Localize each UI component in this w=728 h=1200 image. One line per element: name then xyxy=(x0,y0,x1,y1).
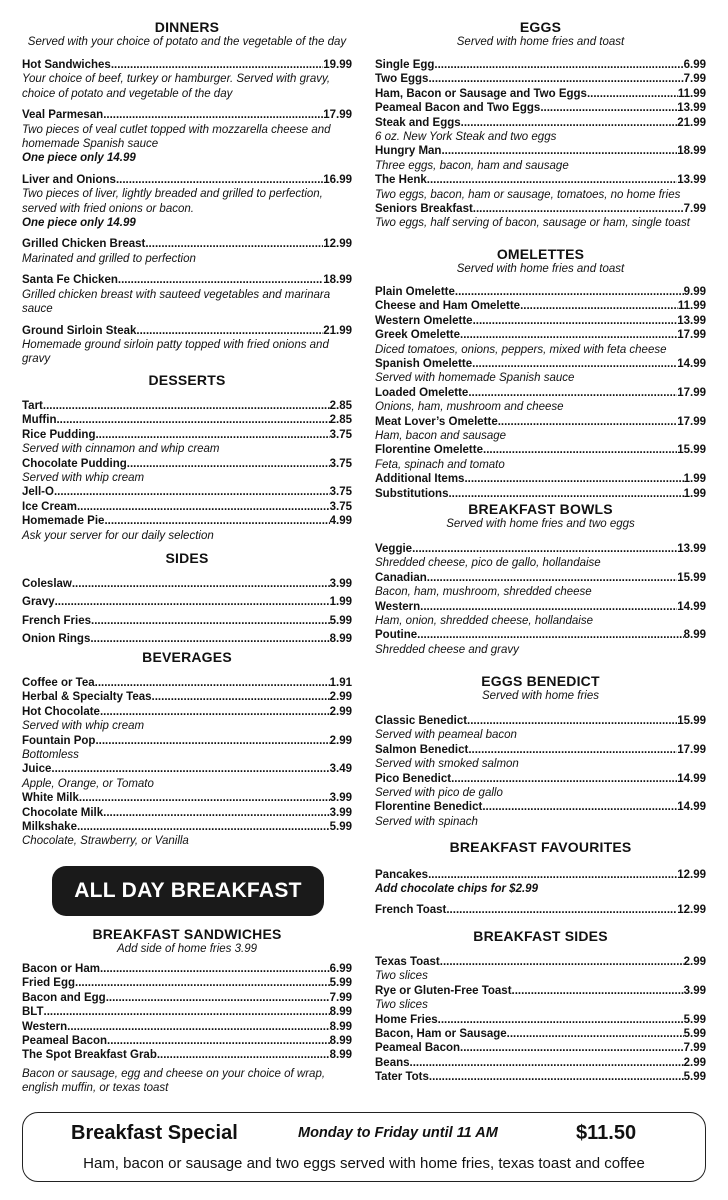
item-price: 9.99 xyxy=(683,286,706,298)
menu-item xyxy=(375,542,706,556)
sides-section xyxy=(22,550,352,647)
item-name: Milkshake xyxy=(22,821,77,834)
menu-item xyxy=(375,955,706,969)
section-footnote: Bacon or sausage, egg and cheese on your choice of wrap, english muffin, or texas toast xyxy=(22,1067,326,1095)
item-price: 3.75 xyxy=(329,500,352,513)
item-name: The Spot Breakfast Grab xyxy=(22,1049,157,1062)
item-description: Onions, ham, mushroom and cheese xyxy=(375,401,564,414)
item-name: Western xyxy=(22,1020,68,1033)
item-price: 7.99 xyxy=(683,73,706,86)
item-description: Served with spinach xyxy=(375,815,478,828)
item-description: Three eggs, bacon, ham and sausage xyxy=(375,159,569,172)
item-description: Feta, spinach and tomato xyxy=(375,458,505,471)
item-description: 6 oz. New York Steak and two eggs xyxy=(375,131,557,144)
item-description: Shredded cheese, pico de gallo, hollandaise xyxy=(375,557,601,570)
item-price: 5.99 xyxy=(329,614,352,627)
item-description: Apple, Orange, or Tomato xyxy=(22,777,154,790)
menu-item xyxy=(375,415,706,429)
menu-item xyxy=(22,58,352,101)
item-note: One piece only 14.99 xyxy=(22,217,136,230)
item-name: Fried Egg xyxy=(22,977,76,990)
section-title: OMELETTES xyxy=(496,246,585,262)
item-price: 17.99 xyxy=(677,329,706,342)
item-price: 8.99 xyxy=(329,1020,352,1033)
menu-item xyxy=(22,991,352,1005)
item-name: Tart xyxy=(22,400,43,412)
menu-item xyxy=(375,772,706,786)
item-name: Two Eggs xyxy=(375,73,429,86)
item-name: Veal Parmesan xyxy=(22,109,104,122)
item-name: Bacon and Egg xyxy=(22,991,106,1004)
menu-item xyxy=(375,1070,706,1084)
menu-item xyxy=(22,500,352,514)
item-name: Additional Items xyxy=(375,473,465,486)
item-name: Peameal Bacon and Two Eggs xyxy=(375,102,541,115)
item-price: 13.99 xyxy=(677,543,706,555)
item-name: Liver and Onions xyxy=(22,173,116,186)
menu-item xyxy=(22,1048,352,1062)
menu-item xyxy=(22,806,352,820)
item-price: 3.99 xyxy=(329,578,352,590)
item-name: Pico Benedict xyxy=(375,772,452,785)
section-title: BREAKFAST SANDWICHES xyxy=(92,926,282,942)
item-description: Diced tomatoes, onions, peppers, mixed with feta cheese xyxy=(375,343,667,356)
item-price: 14.99 xyxy=(677,358,706,371)
item-price: 13.99 xyxy=(677,314,706,327)
item-name: Spanish Omelette xyxy=(375,358,473,371)
eggs-benedict-section xyxy=(375,673,706,829)
item-name: Coleslaw xyxy=(22,578,72,590)
item-name: Canadian xyxy=(375,571,427,584)
item-description: Homemade ground sirloin patty topped with fried onions and gravy xyxy=(22,338,329,366)
item-price: 15.99 xyxy=(677,571,706,584)
item-name: Muffin xyxy=(22,414,57,427)
menu-item xyxy=(375,487,706,501)
menu-item xyxy=(22,1034,352,1048)
item-name: French Toast xyxy=(375,903,447,916)
menu-item xyxy=(22,705,352,719)
menu-item xyxy=(375,299,706,313)
item-name: Coffee or Tea xyxy=(22,677,95,689)
section-title: BREAKFAST SIDES xyxy=(473,928,608,944)
breakfast-special-box xyxy=(22,1112,706,1182)
item-name: Rye or Gluten-Free Toast xyxy=(375,984,512,997)
menu-item xyxy=(22,399,352,413)
item-name: White Milk xyxy=(22,792,79,805)
special-price: $11.50 xyxy=(576,1122,637,1144)
item-name: Onion Rings xyxy=(22,633,91,646)
omelettes-section xyxy=(375,246,706,501)
menu-item xyxy=(375,743,706,757)
section-title: DESSERTS xyxy=(148,372,226,388)
item-price: 17.99 xyxy=(323,109,352,122)
item-price: 21.99 xyxy=(677,116,706,129)
menu-item xyxy=(375,571,706,585)
desserts-section xyxy=(22,372,352,543)
item-price: 8.99 xyxy=(329,633,352,646)
item-name: Bacon, Ham or Sausage xyxy=(375,1028,507,1041)
item-price: 12.99 xyxy=(677,903,706,916)
item-price: 3.99 xyxy=(329,806,352,819)
item-name: Meat Lover’s Omelette xyxy=(375,415,498,428)
menu-item xyxy=(375,443,706,457)
item-name: French Fries xyxy=(22,614,92,627)
item-price: 1.99 xyxy=(683,473,706,486)
section-title: EGGS BENEDICT xyxy=(481,673,600,689)
menu-item xyxy=(375,714,706,728)
menu-item xyxy=(22,324,352,367)
menu-item xyxy=(375,1041,706,1055)
menu-item xyxy=(375,472,706,486)
item-description: Served with homemade Spanish sauce xyxy=(375,372,575,385)
item-price: 3.75 xyxy=(329,457,352,470)
item-name: Poutine xyxy=(375,629,418,642)
menu-item xyxy=(22,734,352,748)
item-description: Two pieces of veal cutlet topped with mozzarella cheese and homemade Spanish sauce xyxy=(22,123,331,151)
menu-item xyxy=(375,600,706,614)
menu-item xyxy=(375,173,706,187)
item-name: Veggie xyxy=(375,543,413,555)
section-title: DINNERS xyxy=(154,19,220,35)
menu-item xyxy=(22,962,352,976)
item-name: The Henk xyxy=(375,174,427,187)
menu-item xyxy=(375,1056,706,1070)
item-price: 21.99 xyxy=(323,324,352,337)
item-description: Served with pico de gallo xyxy=(375,787,503,800)
item-price: 12.99 xyxy=(323,238,352,251)
menu-item xyxy=(375,328,706,342)
item-price: 1.99 xyxy=(329,596,352,609)
item-description: Two slices xyxy=(375,970,428,983)
item-price: 16.99 xyxy=(323,173,352,186)
item-name: Juice xyxy=(22,763,52,776)
item-price: 2.99 xyxy=(683,1056,706,1069)
item-price: 3.75 xyxy=(329,486,352,499)
menu-item xyxy=(22,676,352,690)
item-name: Bacon or Ham xyxy=(22,963,100,975)
item-price: 5.99 xyxy=(683,1028,706,1041)
item-price: 2.99 xyxy=(329,705,352,718)
item-price: 13.99 xyxy=(677,102,706,115)
section-subtitle: Served with home fries and two eggs xyxy=(446,518,635,530)
item-name: Rice Pudding xyxy=(22,428,96,441)
item-name: Fountain Pop xyxy=(22,734,96,747)
section-subtitle: Served with home fries xyxy=(482,690,599,702)
section-title: BREAKFAST BOWLS xyxy=(468,501,613,517)
item-name: Salmon Benedict xyxy=(375,743,469,756)
menu-item xyxy=(375,72,706,86)
breakfast-bowls-section xyxy=(375,501,706,657)
beverages-section xyxy=(22,649,352,849)
item-name: Herbal & Specialty Teas xyxy=(22,691,152,704)
item-description: Bacon, ham, mushroom, shredded cheese xyxy=(375,586,592,599)
menu-item xyxy=(22,108,352,166)
item-description: Shredded cheese and gravy xyxy=(375,643,519,656)
item-price: 19.99 xyxy=(323,59,352,71)
item-name: Loaded Omelette xyxy=(375,386,469,399)
item-name: Cheese and Ham Omelette xyxy=(375,300,521,313)
eggs-section xyxy=(375,19,706,231)
item-price: 17.99 xyxy=(677,415,706,428)
item-description: Served with smoked salmon xyxy=(375,758,519,771)
item-name: Hungry Man xyxy=(375,145,442,158)
item-note: One piece only 14.99 xyxy=(22,152,136,165)
item-name: Single Egg xyxy=(375,59,435,71)
menu-item xyxy=(375,314,706,328)
menu-item xyxy=(22,791,352,805)
item-name: Pancakes xyxy=(375,869,429,881)
item-description: Your choice of beef, turkey or hamburger. Served with gravy, choice of potato and vegetable of the day xyxy=(22,73,331,100)
item-price: 8.99 xyxy=(329,1049,352,1062)
item-name: Chocolate Pudding xyxy=(22,457,127,470)
item-description: Chocolate, Strawberry, or Vanilla xyxy=(22,835,189,848)
dinners-section xyxy=(22,19,352,367)
menu-item xyxy=(375,357,706,371)
item-price: 5.99 xyxy=(683,1071,706,1084)
item-name: Peameal Bacon xyxy=(22,1035,108,1048)
item-price: 17.99 xyxy=(677,386,706,399)
item-price: 14.99 xyxy=(677,801,706,814)
menu-item xyxy=(375,87,706,101)
menu-item xyxy=(375,386,706,400)
item-description: Served with whip cream xyxy=(22,472,145,485)
item-name: Grilled Chicken Breast xyxy=(22,238,146,251)
section-subtitle: Served with your choice of potato and the vegetable of the day xyxy=(27,36,347,48)
breakfast-sides-section xyxy=(375,928,706,1085)
section-subtitle: Served with home fries and toast xyxy=(456,36,625,48)
item-price: 2.99 xyxy=(329,734,352,747)
menu-item xyxy=(375,202,706,216)
item-note: Add chocolate chips for $2.99 xyxy=(375,883,538,896)
item-description: Two eggs, bacon, ham or sausage, tomatoes, no home fries xyxy=(375,188,681,201)
item-name: Florentine Benedict xyxy=(375,801,483,814)
section-title: BREAKFAST FAVOURITES xyxy=(449,839,632,855)
item-price: 7.99 xyxy=(683,1042,706,1055)
menu-item xyxy=(22,485,352,499)
item-price: 18.99 xyxy=(677,145,706,158)
section-subtitle: Add side of home fries 3.99 xyxy=(117,943,257,955)
menu-item xyxy=(22,632,352,646)
item-name: Tater Tots xyxy=(375,1071,429,1084)
item-price: 7.99 xyxy=(329,991,352,1004)
item-description: Marinated and grilled to perfection xyxy=(22,252,196,265)
item-name: Western xyxy=(375,600,421,613)
item-price: 14.99 xyxy=(677,600,706,613)
item-price: 2.99 xyxy=(683,956,706,968)
item-description: Ask your server for our daily selection xyxy=(22,529,214,542)
menu-item xyxy=(375,984,706,998)
menu-item xyxy=(375,58,706,72)
item-name: Greek Omelette xyxy=(375,329,461,342)
item-price: 8.99 xyxy=(329,1006,352,1019)
special-title: Breakfast Special xyxy=(71,1122,238,1144)
item-name: Substitutions xyxy=(375,487,449,500)
item-price: 2.99 xyxy=(329,691,352,704)
menu-item xyxy=(375,116,706,130)
breakfast-sandwiches-section xyxy=(22,926,352,1096)
menu-item xyxy=(375,144,706,158)
item-description: Two slices xyxy=(375,999,428,1012)
item-price: 3.99 xyxy=(683,984,706,997)
item-price: 13.99 xyxy=(677,174,706,187)
item-name: Ham, Bacon or Sausage and Two Eggs xyxy=(375,87,587,100)
menu-item xyxy=(375,1027,706,1041)
menu-item xyxy=(375,903,706,917)
breakfast-favourites-section xyxy=(375,839,706,917)
item-price: 18.99 xyxy=(323,274,352,287)
menu-item xyxy=(375,285,706,299)
menu-item xyxy=(22,173,352,231)
item-name: Florentine Omelette xyxy=(375,444,483,457)
special-availability: Monday to Friday until 11 AM xyxy=(298,1125,498,1141)
item-price: 2.85 xyxy=(329,414,352,427)
item-price: 6.99 xyxy=(329,963,352,975)
all-day-breakfast-banner: ALL DAY BREAKFAST xyxy=(52,866,324,916)
item-price: 5.99 xyxy=(329,977,352,990)
menu-item xyxy=(22,514,352,528)
item-price: 15.99 xyxy=(677,715,706,727)
item-name: Santa Fe Chicken xyxy=(22,274,118,287)
item-name: Hot Sandwiches xyxy=(22,59,111,71)
item-description: Served with cinnamon and whip cream xyxy=(22,443,220,456)
item-name: Seniors Breakfast xyxy=(375,203,473,216)
item-description: Bottomless xyxy=(22,749,79,762)
section-title: EGGS xyxy=(519,19,562,35)
item-description: Two eggs, half serving of bacon, sausage or ham, single toast xyxy=(375,217,690,230)
item-description: Ham, onion, shredded cheese, hollandaise xyxy=(375,615,594,628)
item-description: Grilled chicken breast with sauteed vegetables and marinara sauce xyxy=(22,288,331,316)
menu-item xyxy=(22,1005,352,1019)
section-title: BEVERAGES xyxy=(142,649,232,665)
menu-item xyxy=(22,457,352,471)
menu-item xyxy=(22,690,352,704)
item-name: Texas Toast xyxy=(375,956,440,968)
item-name: BLT xyxy=(22,1006,44,1019)
item-price: 14.99 xyxy=(677,772,706,785)
item-name: Hot Chocolate xyxy=(22,705,100,718)
item-name: Home Fries xyxy=(375,1013,438,1026)
item-name: Jell-O xyxy=(22,486,54,499)
item-price: 3.49 xyxy=(329,763,352,776)
item-name: Homemade Pie xyxy=(22,515,105,528)
menu-item xyxy=(22,413,352,427)
item-name: Western Omelette xyxy=(375,314,473,327)
item-description: Ham, bacon and sausage xyxy=(375,430,507,443)
item-price: 1.99 xyxy=(683,487,706,500)
menu-item xyxy=(22,273,352,316)
menu-item xyxy=(375,800,706,814)
item-name: Beans xyxy=(375,1056,410,1069)
item-price: 4.99 xyxy=(329,515,352,528)
menu-item xyxy=(22,1020,352,1034)
menu-item xyxy=(22,428,352,442)
menu-item xyxy=(22,762,352,776)
item-name: Ground Sirloin Steak xyxy=(22,324,137,337)
item-price: 3.75 xyxy=(329,428,352,441)
menu-item xyxy=(375,101,706,115)
menu-item xyxy=(22,577,352,591)
menu-item xyxy=(375,1013,706,1027)
section-subtitle: Served with home fries and toast xyxy=(456,263,625,275)
menu-item xyxy=(22,237,352,266)
item-name: Classic Benedict xyxy=(375,715,468,727)
section-title: SIDES xyxy=(165,550,209,566)
menu-item xyxy=(22,614,352,628)
item-price: 12.99 xyxy=(677,869,706,881)
item-name: Ice Cream xyxy=(22,500,77,513)
item-price: 17.99 xyxy=(677,743,706,756)
item-name: Peameal Bacon xyxy=(375,1042,461,1055)
menu-item xyxy=(375,628,706,642)
item-name: Steak and Eggs xyxy=(375,116,461,129)
item-description: Served with whip cream xyxy=(22,720,145,733)
item-price: 2.85 xyxy=(329,400,352,412)
item-price: 15.99 xyxy=(677,444,706,457)
item-price: 5.99 xyxy=(683,1013,706,1026)
item-price: 1.91 xyxy=(329,677,352,689)
item-name: Gravy xyxy=(22,596,55,609)
item-price: 5.99 xyxy=(329,821,352,834)
item-price: 11.99 xyxy=(677,87,706,100)
item-name: Plain Omelette xyxy=(375,286,455,298)
menu-item xyxy=(22,976,352,990)
menu-item xyxy=(22,820,352,834)
item-description: Served with peameal bacon xyxy=(375,729,517,742)
menu-item xyxy=(22,595,352,609)
item-price: 8.99 xyxy=(329,1035,352,1048)
menu-item xyxy=(375,868,706,882)
special-description: Ham, bacon or sausage and two eggs served with home fries, texas toast and coffee xyxy=(83,1155,645,1172)
item-price: 6.99 xyxy=(683,59,706,71)
item-name: Chocolate Milk xyxy=(22,806,104,819)
item-price: 3.99 xyxy=(329,792,352,805)
item-description: Two pieces of liver, lightly breaded and grilled to perfection, served with fried onions or bacon. xyxy=(22,188,323,215)
item-price: 7.99 xyxy=(683,203,706,216)
item-price: 11.99 xyxy=(677,300,706,313)
item-price: 8.99 xyxy=(683,629,706,642)
